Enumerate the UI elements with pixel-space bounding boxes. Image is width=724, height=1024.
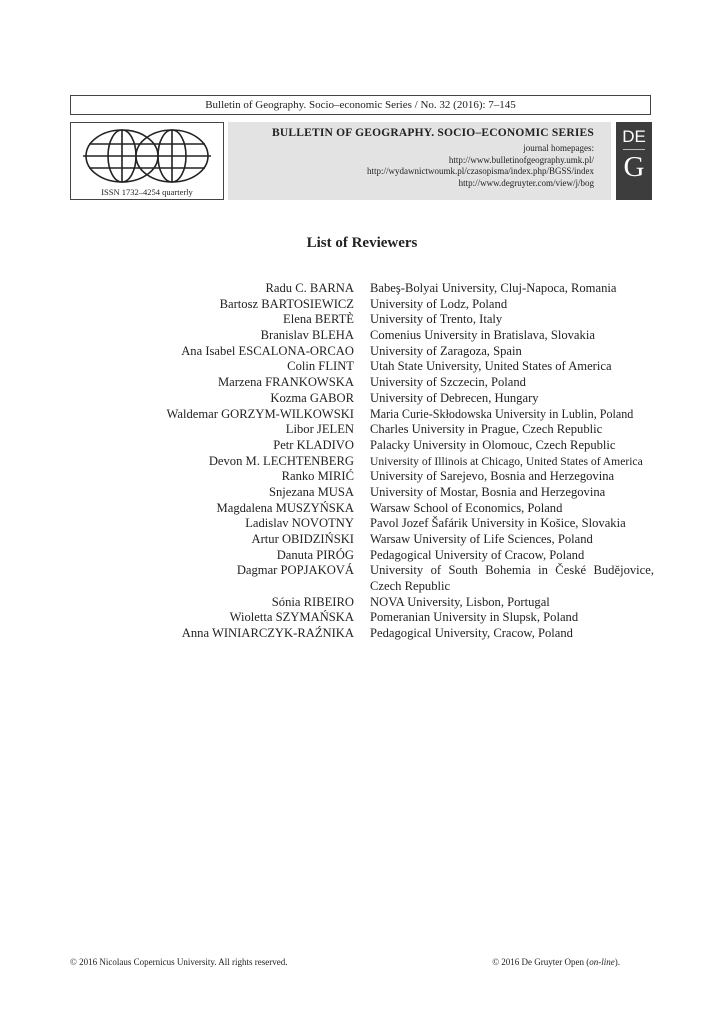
- reviewer-name: Elena BERTÈ: [283, 312, 354, 327]
- reviewer-name: Marzena FRANKOWSKA: [217, 375, 354, 390]
- reviewer-affiliation: University of Sarejevo, Bosnia and Herzegovina: [370, 469, 615, 484]
- reviewer-name: Dagmar POPJAKOVÁ: [236, 563, 354, 578]
- homepage-link-1[interactable]: http://www.bulletinofgeography.umk.pl/: [448, 154, 594, 165]
- reviewer-name: Artur OBIDZIŃSKI: [251, 532, 354, 546]
- reviewer-row: [0, 454, 724, 470]
- reviewer-name: Sónia RIBEIRO: [271, 594, 354, 609]
- reviewer-row: [0, 281, 724, 297]
- reviewer-row: [0, 344, 724, 360]
- reviewer-name: Danuta PIRÓG: [276, 547, 354, 562]
- de-gruyter-logo-divider: [623, 149, 645, 150]
- reviewer-affiliation: University of Mostar, Bosnia and Herzegovina: [370, 484, 606, 499]
- reviewer-name: Libor JELEN: [285, 422, 354, 437]
- copyright-right-suffix: ).: [614, 957, 620, 967]
- reviewer-affiliation: University of Trento, Italy: [370, 312, 503, 327]
- reviewer-name: Bartosz BARTOSIEWICZ: [219, 296, 354, 311]
- reviewer-affiliation: Pedagogical University of Cracow, Poland: [370, 547, 585, 562]
- journal-logo-box: [70, 122, 224, 200]
- journal-header-panel: [228, 122, 611, 200]
- reviewer-name: Wioletta SZYMAŃSKA: [229, 610, 354, 625]
- reviewer-row: [0, 610, 724, 626]
- reviewer-name: Ana Isabel ESCALONA-ORCAO: [181, 343, 354, 358]
- reviewer-affiliation: Pedagogical University, Cracow, Poland: [370, 626, 573, 641]
- reviewer-affiliation: NOVA University, Lisbon, Portugal: [370, 594, 550, 609]
- reviewer-row: [0, 532, 724, 548]
- homepage-link-2[interactable]: http://wydawnictwoumk.pl/czasopisma/index.php/BGSS/index: [367, 166, 594, 176]
- reviewer-affiliation: Maria Curie-Skłodowska University in Lublin, Poland: [370, 406, 634, 421]
- reviewer-name: Snjezana MUSA: [269, 484, 354, 499]
- reviewer-name: Radu C. BARNA: [265, 281, 354, 295]
- reviewer-affiliation: Warsaw University of Life Sciences, Poland: [370, 532, 593, 546]
- reviewer-row: [0, 548, 724, 564]
- reviewer-row: [0, 422, 724, 438]
- reviewer-affiliation: Utah State University, United States of America: [370, 359, 612, 374]
- reviewer-list: [0, 281, 724, 642]
- copyright-right: [492, 957, 620, 967]
- reviewer-name: Ranko MIRIĆ: [281, 469, 354, 484]
- reviewer-row: [0, 375, 724, 391]
- reviewer-row: [0, 297, 724, 313]
- reviewer-name: Colin FLINT: [287, 359, 354, 374]
- reviewer-affiliation: University of Debrecen, Hungary: [370, 390, 539, 405]
- reviewer-row: [0, 501, 724, 517]
- reviewer-row: [0, 359, 724, 375]
- reviewer-affiliation: Comenius University in Bratislava, Slovakia: [370, 328, 595, 343]
- reviewer-affiliation: Pavol Jozef Šafárik University in Košice, Slovakia: [370, 516, 626, 531]
- reviewer-affiliation: Warsaw School of Economics, Poland: [370, 500, 563, 515]
- copyright-right-prefix: © 2016 De Gruyter Open (: [492, 957, 590, 967]
- reviewer-name: Magdalena MUSZYŃSKA: [216, 500, 354, 515]
- reviewer-affiliation: Palacky University in Olomouc, Czech Republic: [370, 437, 616, 452]
- reviewer-row: [0, 391, 724, 407]
- page-title: List of Reviewers: [306, 235, 418, 251]
- reviewer-affiliation: University of Illinois at Chicago, United States of America: [370, 454, 643, 468]
- reviewer-row: [0, 516, 724, 532]
- bulletin-citation: Bulletin of Geography. Socio–economic Series / No. 32 (2016): 7–145: [205, 99, 516, 111]
- reviewer-name: Ladislav NOVOTNY: [245, 516, 354, 531]
- reviewer-name: Anna WINIARCZYK-RAŹNIKA: [181, 626, 354, 641]
- reviewer-affiliation: University of Lodz, Poland: [370, 296, 508, 311]
- reviewer-affiliation: University of South Bohemia in České Budějovice, Czech Republic: [370, 563, 654, 594]
- de-gruyter-logo-bottom: G: [623, 151, 645, 183]
- reviewer-row: [0, 485, 724, 501]
- bulletin-citation-bar: [70, 95, 651, 115]
- copyright-right-online: on-line: [589, 957, 615, 967]
- reviewer-row: [0, 595, 724, 611]
- reviewer-row: [0, 328, 724, 344]
- issn-label: ISSN 1732–4254 quarterly: [101, 187, 193, 197]
- reviewer-row: [0, 407, 724, 423]
- reviewer-affiliation: Pomeranian University in Slupsk, Poland: [370, 610, 579, 625]
- copyright-left: © 2016 Nicolaus Copernicus University. All rights reserved.: [70, 957, 288, 967]
- journal-name: BULLETIN OF GEOGRAPHY. SOCIO–ECONOMIC SERIES: [271, 127, 594, 139]
- reviewer-affiliation: Babeş-Bolyai University, Cluj-Napoca, Romania: [370, 281, 617, 295]
- globe-logo-icon: [77, 127, 217, 185]
- reviewer-name: Waldemar GORZYM-WILKOWSKI: [166, 406, 354, 421]
- reviewer-row: [0, 312, 724, 328]
- reviewer-name: Devon M. LECHTENBERG: [208, 453, 354, 468]
- reviewer-affiliation: University of Zaragoza, Spain: [370, 343, 522, 358]
- reviewer-name: Kozma GABOR: [270, 390, 354, 405]
- reviewer-row: [0, 469, 724, 485]
- reviewer-row: [0, 626, 724, 642]
- de-gruyter-logo-top: DE: [622, 127, 646, 146]
- reviewer-row: [0, 563, 724, 594]
- reviewer-name: Branislav BLEHA: [260, 328, 354, 343]
- reviewer-row: [0, 438, 724, 454]
- homepages-label: journal homepages:: [523, 143, 594, 153]
- reviewer-affiliation: University of Szczecin, Poland: [370, 375, 526, 390]
- reviewer-name: Petr KLADIVO: [273, 437, 354, 452]
- reviewer-affiliation: Charles University in Prague, Czech Republic: [370, 422, 603, 437]
- homepage-link-3[interactable]: http://www.degruyter.com/view/j/bog: [458, 177, 594, 188]
- de-gruyter-logo: [616, 122, 652, 200]
